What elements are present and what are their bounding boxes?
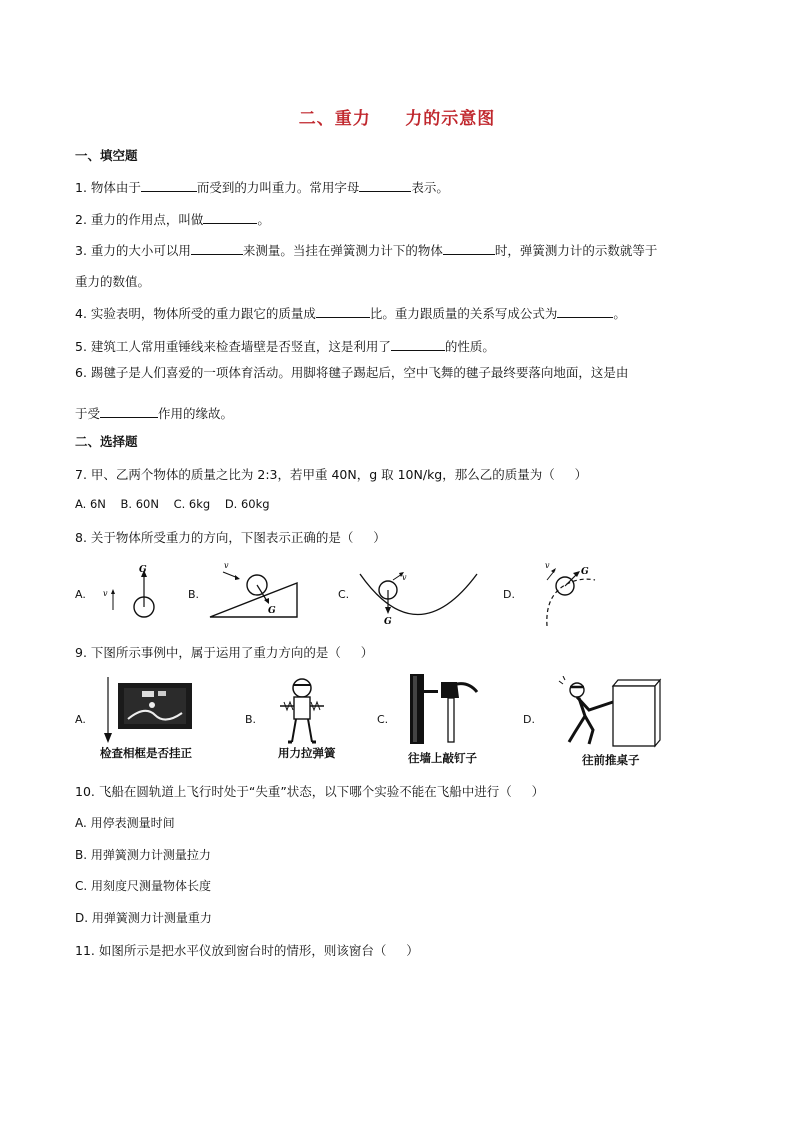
q9-caption-a: 检查相框是否挂正 [100, 746, 192, 760]
question-10: 10. 飞船在圆轨道上飞行时处于“失重”状态，以下哪个实验不能在飞船中进行（ ） [75, 784, 545, 799]
q9-figure-b-spring-pull [272, 676, 332, 746]
velocity-symbol: v [103, 589, 108, 598]
q9-figure-c-hammer-nail [405, 672, 485, 747]
q9-option-b-label[interactable]: B. [245, 713, 257, 726]
q3-text-b: 来测量。当挂在弹簧测力计下的物体 [242, 243, 443, 258]
velocity-symbol: v [545, 561, 550, 570]
q9-caption-c: 往墙上敲钉子 [408, 751, 477, 765]
gravity-symbol: G [384, 617, 392, 627]
answer-blank[interactable] [100, 405, 158, 418]
q9-caption-d: 往前推桌子 [582, 753, 640, 767]
question-3-cont: 重力的数值。 [75, 274, 151, 289]
q3-text-a: 3. 重力的大小可以用 [75, 243, 191, 258]
answer-blank[interactable] [557, 305, 613, 318]
q10-option-a[interactable]: A. 用停表测量时间 [75, 816, 175, 830]
gravity-symbol: G [581, 567, 589, 577]
q6-text-c: 作用的缘故。 [158, 406, 234, 421]
q8-figure-c [355, 560, 485, 630]
q10-option-d[interactable]: D. 用弹簧测力计测量重力 [75, 911, 212, 925]
answer-blank[interactable] [316, 305, 370, 318]
answer-blank[interactable] [391, 338, 445, 351]
answer-blank[interactable] [191, 242, 243, 255]
question-6-cont [75, 404, 233, 422]
question-6: 6. 踢毽子是人们喜爱的一项体育活动。用脚将毽子踢起后，空中飞舞的毽子最终要落向地面，这是由 [75, 365, 629, 380]
question-5 [75, 337, 495, 355]
q9-figure-d-push-table [555, 676, 665, 748]
q6-text-b: 于受 [75, 406, 101, 421]
q10-option-c[interactable]: C. 用刻度尺测量物体长度 [75, 879, 212, 893]
q5-text-b: 的性质。 [444, 339, 495, 354]
q9-option-a-label[interactable]: A. [75, 713, 86, 726]
question-1 [75, 178, 449, 196]
question-11: 11. 如图所示是把水平仪放到窗台时的情形，则该窗台（ ） [75, 943, 419, 958]
q1-text-a: 1. 物体由于 [75, 180, 141, 195]
section-choice: 二、选择题 [75, 434, 138, 449]
gravity-symbol: G [139, 565, 147, 575]
q1-text-c: 表示。 [411, 180, 449, 195]
section-fill-in: 一、填空题 [75, 148, 138, 163]
q4-text-a: 4. 实验表明，物体所受的重力跟它的质量成 [75, 306, 316, 321]
question-8: 8. 关于物体所受重力的方向，下图表示正确的是（ ） [75, 530, 386, 545]
question-7-options[interactable]: A. 6N B. 60N C. 6kg D. 60kg [75, 497, 270, 511]
velocity-symbol: v [402, 573, 407, 582]
q9-option-d-label[interactable]: D. [523, 713, 535, 726]
question-7: 7. 甲、乙两个物体的质量之比为 2:3，若甲重 40N，g 取 10N/kg，那么乙的质量为（ ） [75, 467, 588, 482]
q10-option-b[interactable]: B. 用弹簧测力计测量拉力 [75, 848, 211, 862]
question-2 [75, 210, 270, 228]
q9-figure-a-picture-frame [100, 675, 200, 745]
q8-figure-d [525, 560, 605, 630]
q8-option-c-label[interactable]: C. [338, 588, 350, 601]
answer-blank[interactable] [443, 242, 495, 255]
q4-text-b: 比。重力跟质量的关系写成公式为 [369, 306, 558, 321]
page-title: 二、重力 力的示意图 [298, 109, 496, 129]
question-4 [75, 304, 626, 322]
q8-option-d-label[interactable]: D. [503, 588, 515, 601]
answer-blank[interactable] [203, 211, 257, 224]
q2-text-a: 2. 重力的作用点，叫做 [75, 212, 204, 227]
q8-option-a-label[interactable]: A. [75, 588, 86, 601]
q3-text-c: 时，弹簧测力计的示数就等于 [494, 243, 658, 258]
question-9: 9. 下图所示事例中，属于运用了重力方向的是（ ） [75, 645, 374, 660]
q4-text-c: 。 [613, 306, 626, 321]
question-3 [75, 241, 657, 259]
q1-text-b: 而受到的力叫重力。常用字母 [196, 180, 360, 195]
gravity-symbol: G [268, 606, 276, 616]
answer-blank[interactable] [141, 179, 197, 192]
q9-caption-b: 用力拉弹簧 [278, 746, 336, 760]
velocity-symbol: v [224, 561, 229, 570]
answer-blank[interactable] [359, 179, 411, 192]
q8-figure-a [95, 560, 165, 625]
q5-text-a: 5. 建筑工人常用重锤线来检查墙壁是否竖直，这是利用了 [75, 339, 391, 354]
q2-text-b: 。 [257, 212, 270, 227]
q8-figure-b [205, 560, 305, 625]
q8-option-b-label[interactable]: B. [188, 588, 200, 601]
q9-option-c-label[interactable]: C. [377, 713, 389, 726]
